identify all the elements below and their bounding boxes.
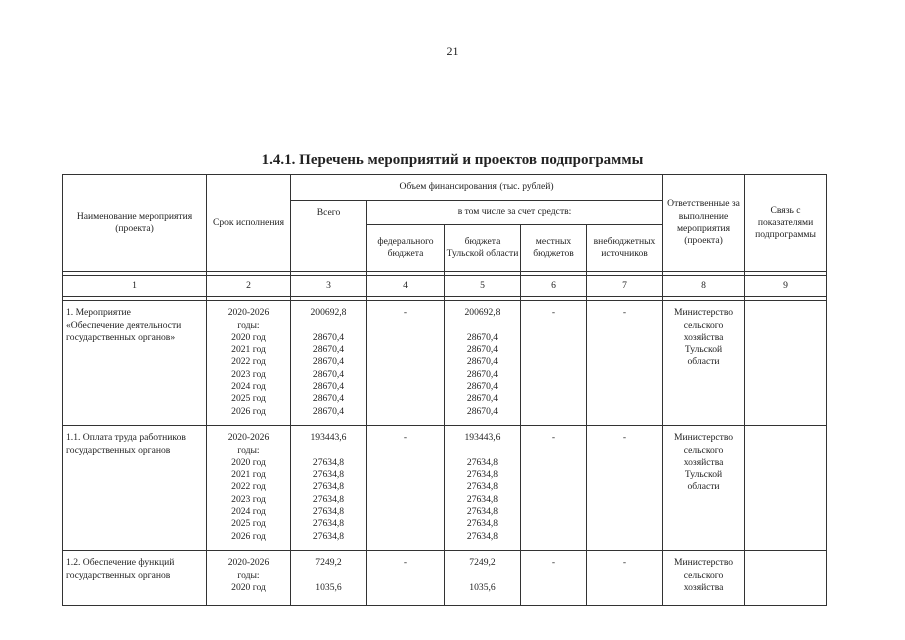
measure-name-line: государственных органов (66, 444, 171, 456)
year-label: 2025 год (231, 393, 266, 405)
column-number: 4 (367, 276, 445, 297)
period-line: годы: (237, 569, 260, 581)
total-year-value: 28670,4 (312, 368, 345, 380)
responsible-line: Министерство (673, 557, 734, 569)
responsible-line: Министерство (673, 307, 734, 319)
responsible-line: Тульской (684, 469, 723, 481)
total-year-value: 28670,4 (312, 331, 345, 343)
page-number: 21 (446, 44, 459, 58)
header-regional: бюджета Тульской области (445, 225, 521, 272)
year-label: 2023 год (231, 368, 266, 380)
measure-name-line: «Обеспечение деятельности (66, 319, 182, 331)
year-label: 2026 год (231, 530, 266, 542)
header-funding: Объем финансирования (тыс. рублей) (291, 175, 663, 201)
regional-year-value: 28670,4 (466, 344, 499, 356)
regional-sum: 193443,6 (464, 432, 501, 444)
header-federal: федерального бюджета (367, 225, 445, 272)
responsible-line: Министерство (673, 432, 734, 444)
year-label: 2025 год (231, 518, 266, 530)
responsible-line: сельского (683, 569, 724, 581)
column-number: 5 (445, 276, 521, 297)
header-offbudget: внебюджетных источников (587, 225, 663, 272)
regional-amount (445, 551, 521, 606)
total-year-value: 27634,8 (312, 493, 345, 505)
column-number: 3 (291, 276, 367, 297)
total-year-value: 1035,6 (315, 581, 342, 593)
federal-amount: - (367, 551, 445, 606)
responsible-line: хозяйства (683, 581, 724, 593)
local-amount: - (521, 426, 587, 551)
table-row (63, 426, 827, 551)
period-line: 2020-2026 (227, 307, 270, 319)
regional-year-value: 28670,4 (466, 368, 499, 380)
period-line: 2020-2026 (227, 557, 270, 569)
total-year-value: 28670,4 (312, 356, 345, 368)
responsible-line: Тульской (684, 344, 723, 356)
total-amount (291, 301, 367, 426)
measure-period (207, 426, 291, 551)
responsible-party (663, 551, 745, 606)
measure-name (63, 426, 207, 551)
year-label: 2024 год (231, 381, 266, 393)
regional-year-value: 27634,8 (466, 469, 499, 481)
regional-year-value: 27634,8 (466, 493, 499, 505)
responsible-line: хозяйства (683, 331, 724, 343)
year-label: 2023 год (231, 493, 266, 505)
measure-name (63, 301, 207, 426)
regional-year-value: 27634,8 (466, 530, 499, 542)
regional-year-value: 28670,4 (466, 405, 499, 417)
total-year-value: 28670,4 (312, 393, 345, 405)
header-name: Наименование мероприятия (проекта) (63, 175, 207, 272)
year-label: 2024 год (231, 506, 266, 518)
regional-year-value: 27634,8 (466, 456, 499, 468)
year-label: 2022 год (231, 356, 266, 368)
responsible-line: области (687, 481, 720, 493)
measure-name-line: 1. Мероприятие (66, 307, 131, 319)
responsible-line: области (687, 356, 720, 368)
indicator-link (745, 426, 827, 551)
period-line: годы: (237, 444, 260, 456)
regional-sum: 7249,2 (469, 557, 496, 569)
table-row (63, 301, 827, 426)
total-year-value: 28670,4 (312, 344, 345, 356)
column-number: 7 (587, 276, 663, 297)
period-line: 2020-2026 (227, 432, 270, 444)
responsible-line: сельского (683, 319, 724, 331)
total-year-value: 27634,8 (312, 481, 345, 493)
header-responsible: Ответственные за выполнение мероприятия (проекта) (663, 175, 745, 272)
column-number: 9 (745, 276, 827, 297)
responsible-line: сельского (683, 444, 724, 456)
measure-period (207, 301, 291, 426)
total-year-value: 28670,4 (312, 405, 345, 417)
regional-year-value: 1035,6 (469, 581, 496, 593)
header-including: в том числе за счет средств: (367, 201, 663, 225)
responsible-line: хозяйства (683, 456, 724, 468)
federal-amount: - (367, 426, 445, 551)
year-label: 2021 год (231, 344, 266, 356)
total-year-value: 27634,8 (312, 518, 345, 530)
column-number: 6 (521, 276, 587, 297)
total-year-value: 27634,8 (312, 506, 345, 518)
measure-period (207, 551, 291, 606)
measure-name-line: 1.1. Оплата труда работников (66, 432, 186, 444)
period-line: годы: (237, 319, 260, 331)
year-label: 2020 год (231, 456, 266, 468)
total-year-value: 27634,8 (312, 469, 345, 481)
offbudget-amount: - (587, 301, 663, 426)
column-number: 1 (63, 276, 207, 297)
responsible-party (663, 426, 745, 551)
total-sum: 193443,6 (310, 432, 347, 444)
federal-amount: - (367, 301, 445, 426)
table-body (63, 301, 827, 606)
total-year-value: 28670,4 (312, 381, 345, 393)
offbudget-amount: - (587, 426, 663, 551)
regional-year-value: 28670,4 (466, 331, 499, 343)
measure-name-line: 1.2. Обеспечение функций (66, 557, 175, 569)
header-term: Срок исполнения (207, 175, 291, 272)
measure-name-line: государственных органов (66, 569, 171, 581)
total-year-value: 27634,8 (312, 530, 345, 542)
regional-amount (445, 426, 521, 551)
total-amount (291, 426, 367, 551)
local-amount: - (521, 301, 587, 426)
measure-name-line: государственных органов» (66, 331, 176, 343)
regional-sum: 200692,8 (464, 307, 501, 319)
column-number-row (63, 276, 827, 297)
regional-year-value: 28670,4 (466, 381, 499, 393)
year-label: 2026 год (231, 405, 266, 417)
total-year-value: 27634,8 (312, 456, 345, 468)
document-title: 1.4.1. Перечень мероприятий и проектов подпрограммы (261, 152, 644, 168)
column-number: 2 (207, 276, 291, 297)
column-number: 8 (663, 276, 745, 297)
total-sum: 7249,2 (315, 557, 342, 569)
header-local: местных бюджетов (521, 225, 587, 272)
total-amount (291, 551, 367, 606)
table-row (63, 551, 827, 606)
regional-year-value: 27634,8 (466, 518, 499, 530)
year-label: 2020 год (231, 331, 266, 343)
measure-name (63, 551, 207, 606)
total-sum: 200692,8 (310, 307, 347, 319)
indicator-link (745, 551, 827, 606)
responsible-party (663, 301, 745, 426)
indicator-link (745, 301, 827, 426)
header-link: Связь с показателями подпрограммы (745, 175, 827, 272)
regional-year-value: 28670,4 (466, 356, 499, 368)
header-total: Всего (291, 201, 367, 272)
year-label: 2021 год (231, 469, 266, 481)
regional-amount (445, 301, 521, 426)
regional-year-value: 28670,4 (466, 393, 499, 405)
year-label: 2022 год (231, 481, 266, 493)
local-amount: - (521, 551, 587, 606)
regional-year-value: 27634,8 (466, 481, 499, 493)
measures-table (62, 174, 827, 606)
offbudget-amount: - (587, 551, 663, 606)
year-label: 2020 год (231, 581, 266, 593)
regional-year-value: 27634,8 (466, 506, 499, 518)
